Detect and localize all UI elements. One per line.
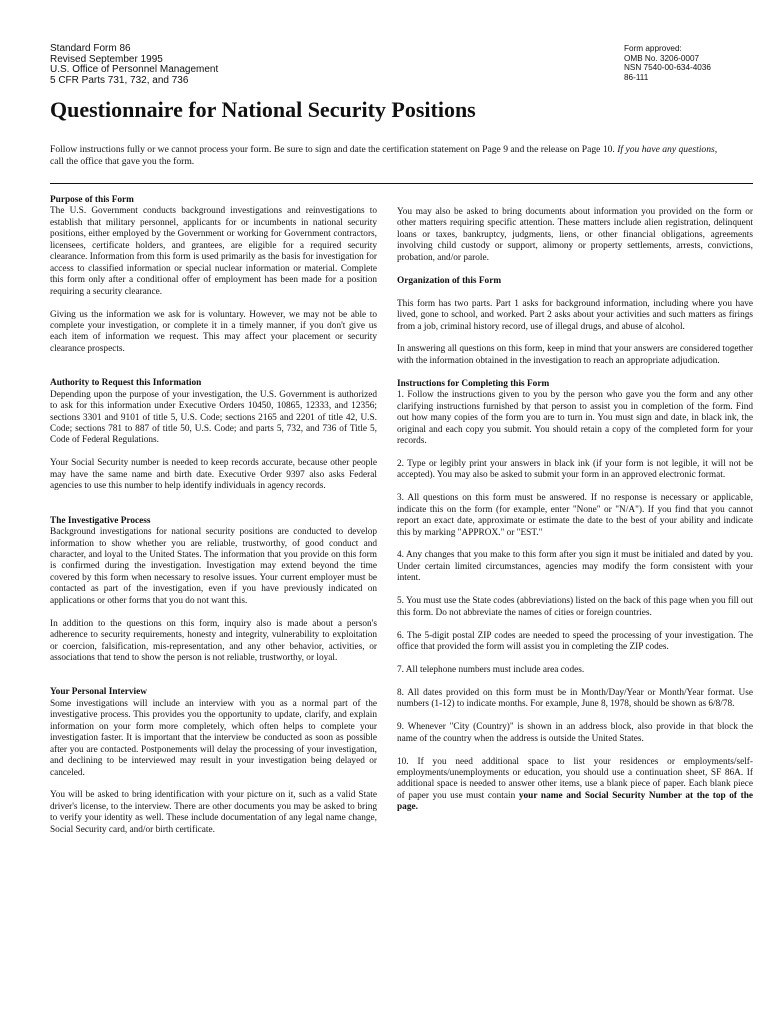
issuing-agency: U.S. Office of Personnel Management <box>50 64 219 75</box>
instruction-item: 3. All questions on this form must be answered. If no response is necessary or applicable, indicate this on the form (for example, enter "None" or "N/A"). If you find that you cannot report an exact date, approximate or estimate the date to the best of your ability and indicate this by marking "APPROX." or "EST." <box>397 493 753 538</box>
instruction-item: 8. All dates provided on this form must be in Month/Day/Year or Month/Year format. Use numbers (1-12) to indicate months. For example, June 8, 1978, should be shown as 6/8/78. <box>397 687 753 710</box>
cfr-reference: 5 CFR Parts 731, 732, and 736 <box>50 74 189 86</box>
instruction-item: 9. Whenever "City (Country)" is shown in an address block, also provide in that block the name of the country when the address is outside the United States. <box>397 722 753 744</box>
instruction-item: 7. All telephone numbers must include area codes. <box>397 664 585 675</box>
instruction-10-text: 10. If you need additional space to list your residences or employments/self-employments/unemployments or education, you should use a continuation sheet, SF 86A. If additional space is needed to answer other items, use a blank piece of paper. Each blank piece of paper you use must contain <box>397 756 753 801</box>
revision-date: Revised September 1995 <box>50 53 163 65</box>
section-heading-purpose: Purpose of this Form <box>50 195 134 205</box>
authority-paragraph-2: Your Social Security number is needed to keep records accurate, because other people may have the same name and birth date. Executive Order 9397 also asks Federal agencies to use this number to help identify individuals in agency records. <box>50 458 377 492</box>
section-heading-investigative-process: The Investigative Process <box>50 515 151 526</box>
divider-line <box>50 183 753 184</box>
section-heading-instructions: Instructions for Completing this Form <box>397 378 550 389</box>
documents-paragraph: You may also be asked to bring documents about information you provided on the form or other matters requiring specific attention. These matters include alien registration, delinquent loans or taxes, bankruptcy, judgments, liens, or other financial obligations, agreements involving child custody or support, alimony or property settlements, arrests, convictions, probation, and/or parole. <box>397 207 753 263</box>
approval-label: Form approved: <box>624 44 682 53</box>
intro-instructions <box>50 144 718 169</box>
instruction-item: 4. Any changes that you make to this form after you sign it must be initialed and dated by you. Under certain limited circumstances, agencies may modify the form consistent with your intent. <box>397 550 753 584</box>
right-column <box>397 207 753 814</box>
intro-tail: call the office that gave you the form. <box>50 156 195 168</box>
instruction-item: 1. Follow the instructions given to you by the person who gave you the form and any other clarifying instructions furnished by that person to assist you in completion of the form. Find out how many copies of the form you are to turn in. You must sign and date, in black ink, the original and each copy you submit. You should retain a copy of the completed form for your records. <box>397 390 753 446</box>
section-heading-interview: Your Personal Interview <box>50 687 147 698</box>
organization-paragraph-2: In answering all questions on this form, keep in mind that your answers are considered together with the information obtained in the investigation to reach an appropriate adjudication. <box>397 344 753 366</box>
process-paragraph-2: In addition to the questions on this form, inquiry also is made about a person's adherence to security requirements, honesty and integrity, vulnerability to exploitation or coercion, falsification, mis-representation, and any other behavior, activities, or associations that tend to show the person is not reliable, trustworthy, or loyal. <box>50 618 377 664</box>
intro-text: Follow instructions fully or we cannot process your form. Be sure to sign and date the certification statement on Page 9 and the release on Page 10. <box>50 144 615 155</box>
purpose-paragraph-1: The U.S. Government conducts background investigations and reinvestigations to establish that military personnel, applicants for or incumbents in national security positions, either employed by the Government or working for Government contractors, licensees, certificate holders, and grantees, are eligible for a required security clearance. Information from this form is used primarily as the basis for investigation for access to classified information or special nuclear information or material. Complete this form only after a conditional offer of employment has been made for a position requiring a security clearance. <box>50 206 377 297</box>
omb-number: OMB No. 3206-0007 <box>624 53 700 63</box>
instruction-item: 2. Type or legibly print your answers in black ink (if your form is not legible, it will not be accepted). You may also be asked to submit your form in an approved electronic format. <box>397 458 753 481</box>
interview-paragraph-1: Some investigations will include an interview with you as a normal part of the investigative process. This provides you the opportunity to update, clarify, and explain information on your form more completely, which often helps to complete your investigation faster. It is important that the interview be conducted as soon as possible after you are contacted. Postponements will delay the processing of your investigation, and declining to be interviewed may result in your investigation being delayed or canceled. <box>50 698 377 778</box>
instruction-item: 5. You must use the State codes (abbreviations) listed on the back of this page when you fill out this form. Do not abbreviate the names of cities or foreign countries. <box>397 596 753 618</box>
instruction-10-emphasis: your name and Social Security Number at the top of the page. <box>397 790 754 813</box>
approval-block <box>624 44 711 82</box>
section-heading-authority: Authority to Request this Information <box>50 378 202 389</box>
left-column <box>50 195 377 836</box>
page-title: Questionnaire for National Security Positions <box>50 97 476 122</box>
purpose-paragraph-2: Giving us the information we ask for is voluntary. However, we may not be able to complete your investigation, or complete it in a timely manner, if you don't give us each item of information we request. This may affect your placement or security clearance prospects. <box>50 309 377 354</box>
authority-paragraph-1: Depending upon the purpose of your investigation, the U.S. Government is authorized to ask for this information under Executive Orders 10450, 10865, 12333, and 12356; sections 3301 and 9101 of title 5, U.S. Code; sections 2165 and 2201 of title 42, U.S. Code; sections 781 to 887 of title 50, U.S. Code; and parts 5, 732, and 736 of Title 5, Code of Federal Regulations. <box>50 389 377 446</box>
section-heading-organization: Organization of this Form <box>397 275 502 286</box>
nsn-number: NSN 7540-00-634-4036 <box>624 63 711 73</box>
intro-italic: If you have any questions, <box>617 144 718 155</box>
organization-paragraph-1: This form has two parts. Part 1 asks for background information, including where you have lived, gone to school, and worked. Part 2 asks about your activities and such matters as firings from a job, criminal history record, use of illegal drugs, and abuse of alcohol. <box>397 298 753 332</box>
instruction-item: 6. The 5-digit postal ZIP codes are needed to speed the processing of your investigation. The office that provided the form will assist you in completing the ZIP codes. <box>397 630 753 653</box>
form-code: 86-111 <box>624 72 649 82</box>
instruction-item-10 <box>397 757 753 814</box>
form-identification-block <box>50 44 218 86</box>
form-number: Standard Form 86 <box>50 43 131 54</box>
process-paragraph-1: Background investigations for national security positions are conducted to develop information to show whether you are reliable, trustworthy, of good conduct and character, and loyal to the United States. The information that you provide on this form is confirmed during the investigation. Investigation may extend beyond the time covered by this form when necessary to resolve issues. Your current employer must be contacted as part of the investigation, even if you have previously indicated on applications or other forms that you do not want this. <box>50 527 377 606</box>
interview-paragraph-2: You will be asked to bring identification with your picture on it, such as a valid State driver's license, to the interview. There are other documents you may be asked to bring to verify your identity as well. These include documentation of any legal name change, Social Security card, and/or birth certificate. <box>50 790 377 835</box>
